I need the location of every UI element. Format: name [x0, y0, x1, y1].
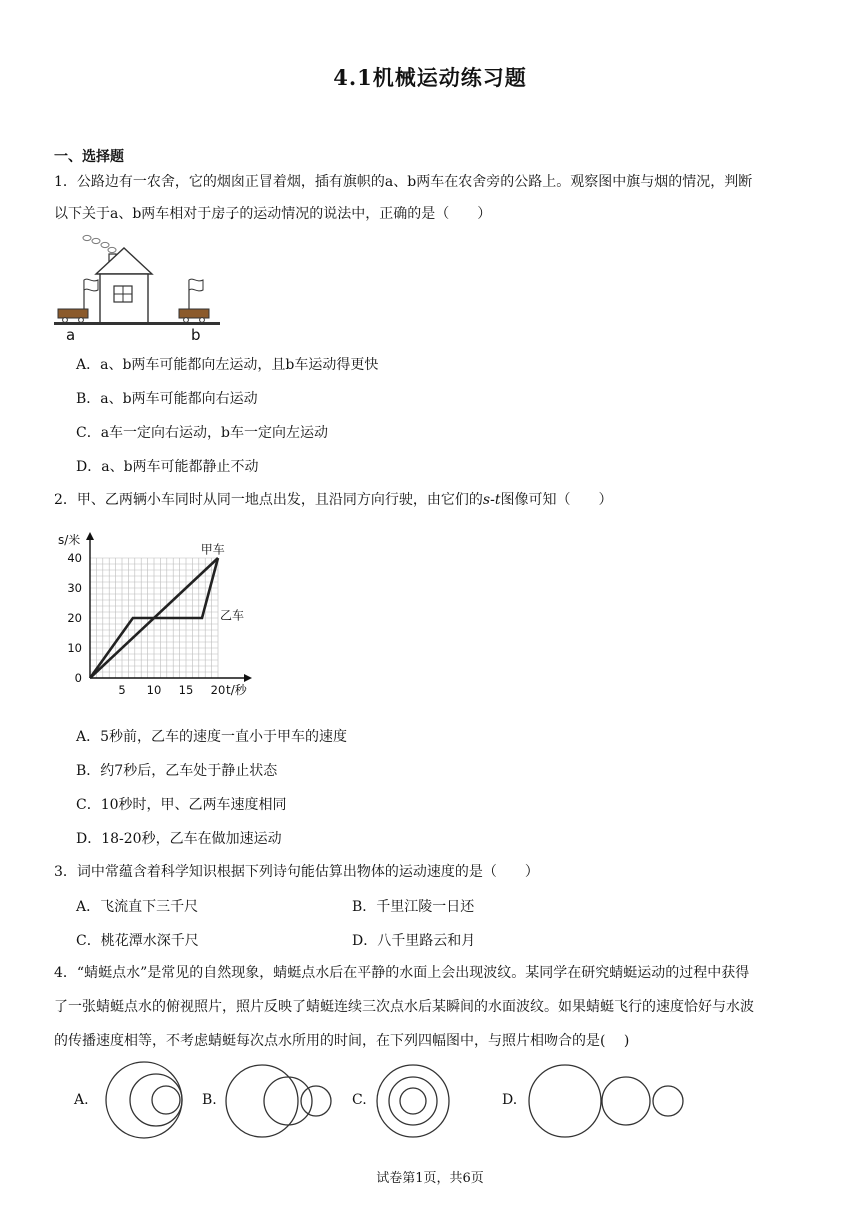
- question-1-stem: [54, 166, 814, 230]
- house-and-carts-figure: [54, 232, 224, 344]
- page-footer: 试卷第1页，共6页: [376, 1171, 484, 1186]
- q1-stem-line-2: 以下关于a、b两车相对于房子的运动情况的说法中，正确的是（ ）: [54, 206, 492, 222]
- q3-option-a: A．飞流直下三千尺: [76, 899, 199, 915]
- x-tick-label: 15: [178, 683, 194, 697]
- q4-option-b-label: B.: [202, 1092, 217, 1108]
- house-roof: [96, 248, 152, 274]
- q2-option-a: A．5秒前，乙车的速度一直小于甲车的速度: [76, 729, 348, 745]
- q4-option-c-label: C.: [352, 1092, 367, 1108]
- q3-option-b: B．千里江陵一日还: [352, 899, 475, 915]
- q4-option-b-ripples: [224, 1062, 336, 1140]
- label-a: a: [66, 326, 76, 344]
- emphasis-char: 子: [225, 206, 240, 222]
- series-label-jia: 甲车: [200, 542, 225, 557]
- y-tick-label: 40: [67, 551, 82, 565]
- x-axis-arrow: [244, 674, 252, 682]
- q2-option-c: C．10秒时，甲、乙两车速度相同: [76, 797, 287, 813]
- cart-b: [179, 279, 209, 322]
- q4-option-c-ripples: [374, 1062, 464, 1140]
- q1-option-d: D．a、b两车可能都静止不动: [76, 459, 259, 475]
- section-heading: 一、选择题: [54, 149, 124, 165]
- q4-line-1: 4．“蜻蜓点水”是常见的自然现象，蜻蜓点水后在平静的水面上会出现波纹。某同学在研究蜻蜓运动的过程中获得: [54, 965, 750, 981]
- s-t-chart: [54, 528, 264, 700]
- question-2-stem: 2．甲、乙两辆小车同时从同一地点出发，且沿同方向行驶，由它们的s-t图像可知（ ）: [54, 492, 613, 508]
- q3-option-c: C．桃花潭水深千尺: [76, 933, 199, 949]
- road: [54, 322, 220, 325]
- q4-line-3: 的传播速度相等，不考虑蜻蜓每次点水所用的时间，在下列四幅图中，与照片相吻合的是( ): [54, 1033, 630, 1049]
- q4-option-a-ripples: [104, 1060, 186, 1142]
- question-3-stem: 3．词中常蕴含着科学知识根据下列诗句能估算出物体的运动速度的是（ ）: [54, 864, 539, 880]
- series-label-yi: 乙车: [220, 608, 245, 623]
- smoke-puff: [92, 238, 100, 243]
- y-axis-arrow: [86, 532, 94, 540]
- q4-line-2: 了一张蜻蜓点水的俯视照片，照片反映了蜻蜓连续三次点水后某瞬间的水面波纹。如果蜻蜓飞行的速度恰好与水波: [54, 999, 754, 1015]
- q1-option-c: C．a车一定向右运动，b车一定向左运动: [76, 425, 329, 441]
- q4-option-d-ripples: [526, 1062, 690, 1140]
- q4-option-d-label: D.: [502, 1092, 518, 1108]
- x-tick-label: 20: [210, 683, 226, 697]
- y-axis-label: s/米: [58, 533, 81, 547]
- question-4-stem: [54, 956, 814, 1058]
- flag-a: [84, 279, 98, 291]
- x-axis-label: t/秒: [226, 683, 247, 697]
- q3-option-d: D．八千里路云和月: [352, 933, 476, 949]
- y-tick-label: 20: [67, 611, 82, 625]
- y-tick-label: 10: [67, 641, 82, 655]
- cart-a: [58, 279, 98, 322]
- x-tick-label: 10: [146, 683, 162, 697]
- q4-option-a-label: A.: [74, 1092, 89, 1108]
- x-tick-label: 5: [118, 683, 126, 697]
- page-title: 4.1机械运动练习题: [333, 65, 527, 90]
- y-tick-label: 0: [74, 671, 82, 685]
- q2-option-d: D．18-20秒，乙车在做加速运动: [76, 831, 282, 847]
- flag-b: [189, 279, 203, 291]
- label-b: b: [191, 326, 201, 344]
- emphasis-char: 房: [211, 206, 226, 222]
- q1-stem-line-1: 1．公路边有一农舍，它的烟囱正冒着烟，插有旗帜的a、b两车在农舍旁的公路上。观察图中旗与烟的情况，判断: [54, 174, 753, 190]
- smoke-puff: [83, 235, 91, 240]
- smoke-puff: [108, 247, 116, 252]
- q1-option-a: A．a、b两车可能都向左运动，且b车运动得更快: [76, 357, 379, 373]
- q2-option-b: B．约7秒后，乙车处于静止状态: [76, 763, 278, 779]
- y-tick-label: 30: [67, 581, 82, 595]
- q1-option-b: B．a、b两车可能都向右运动: [76, 391, 258, 407]
- smoke-puff: [101, 242, 109, 247]
